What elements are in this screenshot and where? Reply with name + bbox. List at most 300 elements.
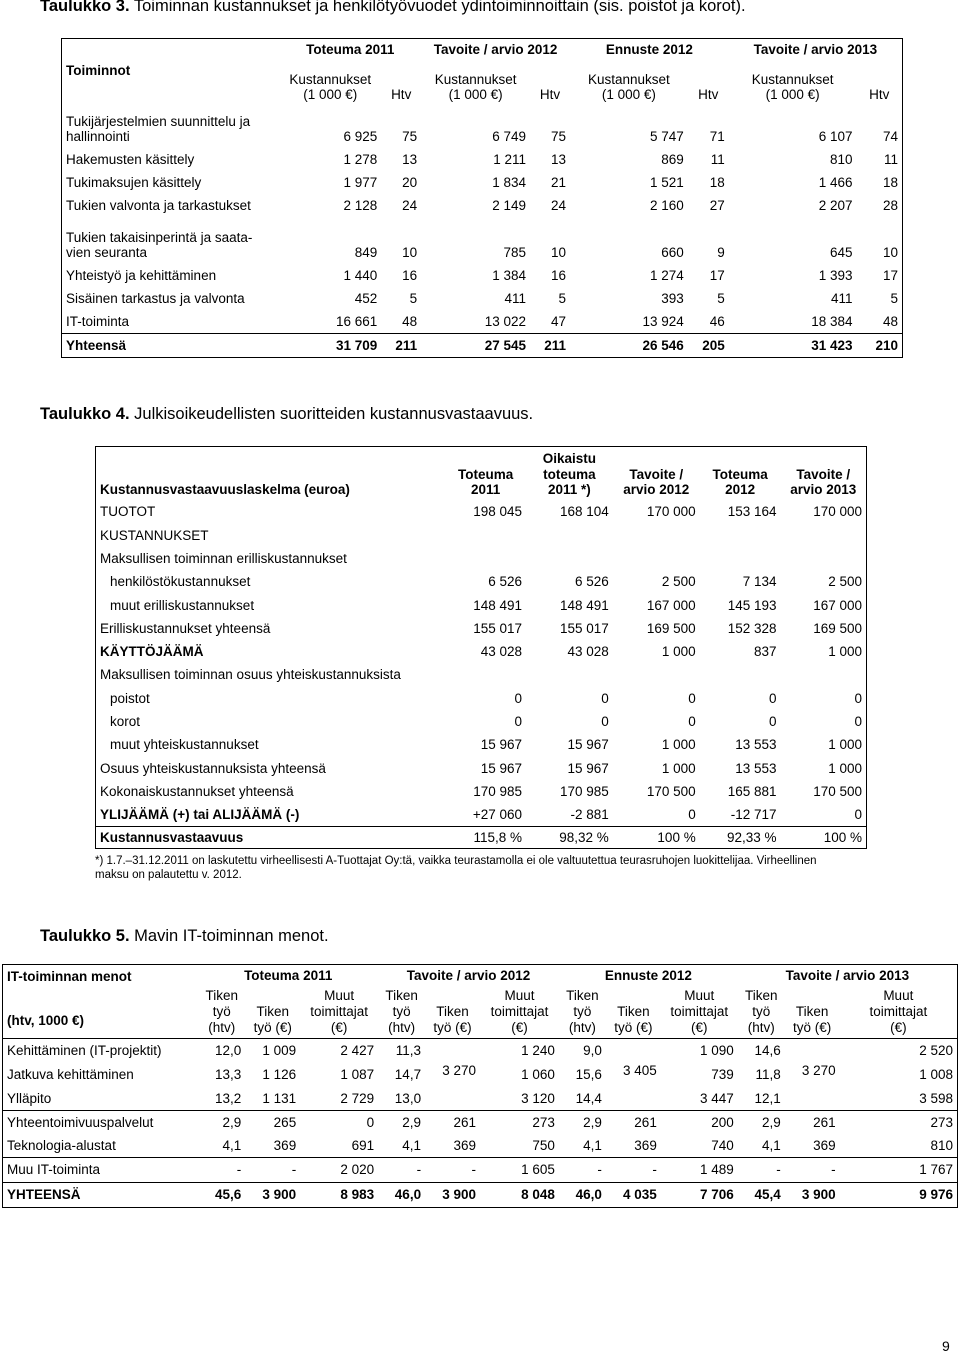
table-row-label: Yhteentoimivuuspalvelut [3, 1111, 199, 1134]
table-cell: 46,0 [559, 1183, 606, 1208]
merged-cell [425, 1039, 480, 1063]
table-cell: 5 [409, 291, 418, 306]
table-cell: 10 [857, 218, 903, 265]
table-cell: 2 128 [343, 198, 378, 213]
table-cell: 12,0 [198, 1039, 245, 1063]
table-cell: 2 020 [300, 1158, 378, 1183]
table-cell: 145 193 [727, 597, 777, 613]
table-cell: 411 [504, 291, 527, 306]
table-cell: 167 000 [781, 594, 867, 617]
table-cell: 3 900 [245, 1183, 300, 1208]
footnote-line: *) 1.7.–31.12.2011 on laskutettu virheellisesti A-Tuottajat Oy:tä, vaikka teurastamolla ei ole valtuutettua teurasruhojen luokittelijaa. Virheellinen [95, 855, 817, 867]
header-line: (htv) [568, 1020, 596, 1035]
table-cell: 13 022 [484, 313, 527, 329]
table-cell: 13,3 [214, 1066, 242, 1082]
table-row-label: Maksullisen toiminnan osuus yhteiskustannuksista [96, 664, 446, 687]
table-cell: 11,3 [378, 1039, 425, 1063]
table-cell: 8 983 [300, 1183, 378, 1208]
merged-cell [606, 1087, 661, 1111]
row-label-line: vien seuranta [66, 245, 148, 260]
table-cell: 1 240 [480, 1039, 559, 1063]
table3-group-header: Tavoite / arvio 2012 [421, 39, 570, 61]
header-line: (htv) [388, 1020, 416, 1035]
header-line: Muut [883, 988, 914, 1003]
table-row-label: YHTEENSÄ [3, 1183, 199, 1208]
table-cell [445, 664, 526, 687]
table-cell: 3 598 [840, 1087, 958, 1111]
table-cell: -12 717 [730, 807, 777, 822]
table3-caption-text: Toiminnan kustannukset ja henkilötyövuodet ydintoiminnoittain (sis. poistot ja korot). [133, 0, 746, 15]
table-cell: 1 521 [650, 175, 684, 190]
table-row-label: TUOTOT [96, 501, 446, 524]
header-line: Tiken [205, 988, 239, 1003]
header-line: Tiken [256, 1004, 289, 1019]
table-cell: 452 [354, 291, 378, 306]
table-cell: 785 [503, 245, 527, 260]
t5-row [3, 1063, 958, 1087]
table-cell: 198 045 [473, 504, 523, 520]
column-header: Tavoite / [796, 466, 851, 482]
table-cell: 739 [711, 1066, 734, 1082]
table-cell: 0 [688, 807, 696, 822]
table-cell: 4 035 [606, 1183, 661, 1208]
table-cell: 740 [711, 1137, 734, 1153]
table-row-label: poistot [96, 687, 446, 710]
table-cell: 13 924 [642, 313, 684, 329]
table-cell [526, 524, 613, 547]
table-row-label: Teknologia-alustat [3, 1134, 199, 1158]
t4-row [96, 687, 867, 710]
table-row-label: Maksullisen toiminnan erilliskustannukset [96, 547, 446, 570]
table-cell: 2 520 [840, 1039, 958, 1063]
table-cell: 200 [661, 1111, 738, 1134]
table-cell: 1 000 [661, 737, 696, 753]
table-cell: 837 [754, 644, 777, 660]
table-row-label: Osuus yhteiskustannuksista yhteensä [96, 757, 446, 780]
table-row-label [62, 195, 280, 218]
table-cell: 1 605 [480, 1158, 559, 1183]
table-cell: 16 [402, 268, 418, 283]
table5-group-header: Toteuma 2011 [198, 965, 378, 987]
footnote-line: maksu on palautettu v. 2012. [95, 869, 242, 881]
table-cell: 14,4 [575, 1090, 602, 1106]
table-cell: 393 [661, 291, 684, 306]
table-cell: 169 500 [646, 620, 696, 636]
header-line: Muut [684, 988, 715, 1003]
column-header [378, 987, 425, 1039]
table-cell: 0 [769, 690, 777, 706]
t4-row [96, 803, 867, 826]
table-cell: 74 [857, 107, 903, 149]
table-cell: 170 500 [646, 783, 696, 799]
t3-row [62, 265, 903, 288]
cost-header: Kustannukset [588, 71, 670, 87]
table-cell [526, 664, 613, 687]
cost-header: Kustannukset [289, 71, 372, 87]
table-cell: 369 [813, 1137, 836, 1153]
table-cell: 0 [514, 714, 523, 730]
table-cell: 115,8 % [445, 827, 526, 849]
table-cell [526, 547, 613, 570]
table-cell [700, 547, 781, 570]
table-cell: 169 500 [781, 617, 867, 640]
cost-unit: (1 000 €) [448, 87, 503, 102]
column-header: Toteuma [712, 466, 768, 482]
header-line: toimittajat [490, 1004, 549, 1019]
table-cell: 1 009 [245, 1039, 300, 1063]
t4-row [96, 710, 867, 733]
header-line: (htv) [208, 1020, 236, 1035]
table-cell: 2,9 [738, 1111, 785, 1134]
table-cell: 15,6 [575, 1066, 602, 1082]
table-cell: 167 000 [646, 597, 696, 613]
t4-row [96, 780, 867, 803]
table-cell: 273 [480, 1111, 559, 1134]
table-cell: 24 [402, 198, 418, 213]
table-cell: 6 749 [492, 129, 527, 144]
table-cell: 43 028 [567, 644, 609, 660]
table-cell: 13,0 [394, 1090, 422, 1106]
column-header [198, 987, 245, 1039]
header-line: (€) [691, 1020, 708, 1035]
row-label-line: Yhteistyö ja kehittäminen [66, 268, 217, 283]
table-cell: 3 270 [801, 1062, 836, 1078]
table-cell: 1 000 [661, 644, 696, 660]
table-row-label: Erilliskustannukset yhteensä [96, 617, 446, 640]
htv-header: Htv [391, 87, 412, 102]
table-cell [781, 664, 867, 687]
table-cell: 31 423 [729, 334, 857, 358]
table-cell: 1 767 [840, 1158, 958, 1183]
table-cell: 1 060 [521, 1066, 555, 1082]
table-cell: 14,7 [394, 1066, 422, 1082]
table-cell: 48 [857, 311, 903, 334]
table-cell [613, 664, 700, 687]
t4-row [96, 617, 867, 640]
table3-group-header: Ennuste 2012 [570, 39, 729, 61]
table-row-label: henkilöstökustannukset [96, 570, 446, 593]
column-header: Toteuma [457, 466, 514, 482]
table-cell [700, 524, 781, 547]
table-cell: 100 % [781, 827, 867, 849]
column-header [425, 987, 480, 1039]
page-number: 9 [942, 1338, 950, 1354]
table-cell: 75 [550, 129, 567, 144]
table-cell: - [738, 1158, 785, 1183]
column-header [661, 987, 738, 1039]
t4-row [96, 757, 867, 780]
table-cell: 1 834 [492, 175, 527, 190]
table-cell: 810 [840, 1134, 958, 1158]
table-cell: 1 126 [262, 1066, 297, 1082]
merged-cell [425, 1087, 480, 1111]
table-cell: 265 [245, 1111, 300, 1134]
table4-caption-number: Taulukko 4. [40, 405, 130, 423]
table-row-label: muut yhteiskustannukset [96, 733, 446, 756]
table-cell: 1 000 [781, 733, 867, 756]
table-cell: 13 [402, 152, 418, 167]
table-row-label: Kustannusvastaavuus [96, 827, 446, 849]
table-cell: 1 008 [840, 1063, 958, 1087]
table-cell: 691 [351, 1137, 375, 1153]
table-cell: 369 [634, 1137, 657, 1153]
table-cell [613, 524, 700, 547]
table-cell: 15 967 [480, 737, 523, 753]
htv-header: Htv [539, 87, 561, 102]
table-cell: 31 709 [279, 334, 381, 358]
header-line: toimittajat [869, 1004, 928, 1019]
header-line: Muut [504, 988, 535, 1003]
table-cell: 6 526 [488, 574, 523, 590]
table-cell: 10 [402, 245, 418, 260]
table-cell: 9 [717, 245, 725, 260]
table-cell: 0 [781, 803, 867, 826]
table-cell: 1 000 [781, 640, 867, 663]
table-cell: - [245, 1158, 300, 1183]
t5-row [3, 1087, 958, 1111]
table-cell: 0 [688, 714, 696, 730]
table-cell: 3 447 [699, 1090, 734, 1106]
table-cell: 43 028 [480, 644, 523, 660]
table-cell: 810 [829, 152, 853, 167]
table-cell: 6 107 [818, 129, 853, 144]
table-cell: 75 [402, 129, 418, 144]
table-cell: 0 [781, 687, 867, 710]
table5 [2, 964, 958, 1208]
table-cell: 273 [840, 1111, 958, 1134]
table-row-label: muut erilliskustannukset [96, 594, 446, 617]
table-cell: 4,1 [222, 1137, 242, 1153]
table-row-label [62, 265, 280, 288]
header-line: Tiken [436, 1004, 469, 1019]
table-cell: 0 [300, 1111, 378, 1134]
table-row-label: KÄYTTÖJÄÄMÄ [96, 640, 446, 663]
row-label-line: Tukien takaisinperintä ja saata- [66, 229, 253, 245]
table-cell: 170 000 [781, 501, 867, 524]
row-label-line: IT-toiminta [66, 313, 130, 329]
table-cell: 211 [381, 334, 421, 358]
table-cell: 2 729 [340, 1090, 375, 1106]
table-cell: 24 [550, 198, 567, 213]
table-cell: 16 [550, 268, 567, 283]
table-row-label: Ylläpito [3, 1087, 199, 1111]
table-cell: 17 [709, 268, 725, 283]
table-cell: 152 328 [727, 620, 777, 636]
table-cell: - [425, 1158, 480, 1183]
table-cell: - [378, 1158, 425, 1183]
header-line: työ [212, 1004, 231, 1019]
table-cell: 0 [769, 714, 777, 730]
table-cell: 1 274 [650, 268, 684, 283]
table-cell: 12,1 [754, 1090, 781, 1106]
table-cell: 2,9 [198, 1111, 245, 1134]
table-cell: 2 500 [781, 570, 867, 593]
table-cell: 18 [709, 175, 725, 190]
t5-row [3, 1039, 958, 1063]
column-header [480, 987, 559, 1039]
table-row-label: Yhteensä [62, 334, 280, 358]
table-cell: 3 900 [785, 1183, 840, 1208]
table-cell: 660 [661, 245, 684, 260]
table-cell: 1 466 [818, 175, 853, 190]
table-cell: 28 [857, 195, 903, 218]
merged-cell [785, 1087, 840, 1111]
table-cell: 15 967 [480, 760, 523, 776]
table3-rowlabel-header: Toiminnot [62, 39, 280, 107]
row-label-line: Tukien valvonta ja tarkastukset [66, 198, 251, 213]
t5-row [3, 1158, 958, 1183]
table-cell: 2,9 [378, 1111, 425, 1134]
table-cell: 2 207 [818, 198, 853, 213]
table-cell: 5 [857, 288, 903, 311]
t4-row [96, 664, 867, 687]
table5-caption [40, 927, 329, 946]
table-cell: 17 [857, 265, 903, 288]
column-header: Tavoite / [629, 466, 684, 482]
column-header [606, 987, 661, 1039]
header-line: (€) [511, 1020, 528, 1035]
table-cell: 411 [830, 291, 853, 306]
table-row-label: KUSTANNUKSET [96, 524, 446, 547]
table-cell: 1 000 [781, 757, 867, 780]
row-label-line: Tukimaksujen käsittely [66, 175, 202, 190]
table-cell: 2 149 [492, 198, 527, 213]
table-cell: 18 384 [811, 313, 853, 329]
header-line: työ [573, 1004, 592, 1019]
table-row-label [62, 288, 280, 311]
t4-row [96, 827, 867, 849]
table-cell: 48 [402, 313, 418, 329]
table-cell [445, 524, 526, 547]
table-cell: 5 [717, 291, 725, 306]
header-line: Tiken [617, 1004, 650, 1019]
cost-unit: (1 000 €) [601, 87, 656, 102]
t4-row [96, 570, 867, 593]
table-cell: 11,8 [755, 1066, 781, 1082]
table-cell: 26 546 [570, 334, 688, 358]
table-cell: 45,4 [738, 1183, 785, 1208]
t3-row [62, 311, 903, 334]
table-cell: 100 % [613, 827, 700, 849]
table-cell: -2 881 [570, 807, 609, 822]
table-cell: 0 [688, 690, 696, 706]
table-cell: 5 747 [650, 129, 684, 144]
table-cell: 165 881 [727, 783, 777, 799]
table5-caption-number: Taulukko 5. [40, 927, 130, 945]
column-header [245, 987, 300, 1039]
header-line: työ [752, 1004, 771, 1019]
table3-group-header: Tavoite / arvio 2013 [729, 39, 903, 61]
t4-row [96, 640, 867, 663]
table-cell: 1 211 [493, 152, 527, 167]
header-line: (€) [890, 1020, 907, 1035]
table-cell: 27 [709, 198, 725, 213]
t3-total-row [62, 334, 903, 358]
table-cell: 168 104 [560, 504, 609, 520]
table-cell: 9 976 [840, 1183, 958, 1208]
table-cell [700, 664, 781, 687]
table-cell: 7 134 [742, 574, 777, 590]
table-cell: 1 000 [661, 760, 696, 776]
table-row-label [62, 149, 280, 172]
table-cell: 645 [829, 245, 853, 260]
table4-rowlabel-header: Kustannusvastaavuuslaskelma (euroa) [96, 447, 446, 501]
t5-row [3, 1134, 958, 1158]
table3-caption [40, 0, 746, 16]
table-cell: 170 000 [646, 504, 696, 520]
table-cell: 3 270 [442, 1062, 477, 1078]
row-label-line: hallinnointi [66, 129, 130, 144]
table-cell: +27 060 [472, 807, 523, 822]
table-cell: 1 440 [343, 268, 378, 283]
table-cell: 1 090 [661, 1039, 738, 1063]
header-line: Tiken [385, 988, 418, 1003]
table5-unit-header: (htv, 1000 €) [7, 1012, 85, 1028]
column-header [300, 987, 378, 1039]
table4-caption-text: Julkisoikeudellisten suoritteiden kustannusvastaavuus. [134, 405, 534, 423]
table-cell: 155 017 [560, 620, 609, 636]
header-line: Tiken [744, 988, 778, 1003]
table-cell: 1 489 [661, 1158, 738, 1183]
table-cell: 47 [550, 313, 567, 329]
table5-group-header: Ennuste 2012 [559, 965, 738, 987]
row-label-line: Tukijärjestelmien suunnittelu ja [66, 113, 251, 129]
table-cell: 1 131 [262, 1090, 297, 1106]
table-cell: 15 967 [567, 760, 609, 776]
table-row-label: Kehittäminen (IT-projektit) [3, 1039, 199, 1063]
table-cell: 0 [601, 714, 609, 730]
table-cell: 16 661 [335, 313, 378, 329]
t3-row [62, 172, 903, 195]
header-line: Tiken [566, 988, 599, 1003]
column-header [840, 987, 958, 1039]
htv-header: Htv [698, 87, 719, 102]
table-cell: 8 048 [480, 1183, 559, 1208]
table-cell: - [606, 1158, 661, 1183]
table-cell: 92,33 % [700, 827, 781, 849]
table-cell: 2 160 [650, 198, 684, 213]
table-cell [445, 547, 526, 570]
table-cell: 6 526 [575, 574, 609, 590]
table-cell: 10 [550, 245, 567, 260]
table-cell: 27 545 [421, 334, 530, 358]
table-cell: 1 278 [343, 152, 378, 167]
table-cell: 13,2 [214, 1090, 242, 1106]
column-header [559, 987, 606, 1039]
htv-header: Htv [857, 61, 903, 107]
table5-rowlabel-header: IT-toiminnan menot [7, 969, 132, 984]
header-line: työ (€) [614, 1020, 653, 1035]
table-row-label [62, 172, 280, 195]
table-cell: 13 553 [735, 760, 777, 776]
table-cell: 11 [857, 149, 903, 172]
table5-group-header: Tavoite / arvio 2013 [738, 965, 958, 987]
t4-row [96, 733, 867, 756]
table-cell: 4,1 [761, 1137, 781, 1153]
table-row-label: korot [96, 710, 446, 733]
t3-row [62, 288, 903, 311]
header-line: toimittajat [670, 1004, 729, 1019]
header-line: Tiken [795, 1004, 829, 1019]
table-cell: 5 [558, 291, 567, 306]
table-cell: 2,9 [559, 1111, 606, 1134]
header-line: työ (€) [433, 1020, 472, 1035]
column-header [785, 987, 840, 1039]
table-cell: 46 [709, 313, 725, 329]
table-row-label [62, 218, 280, 265]
table-cell: 2 427 [300, 1039, 378, 1063]
table4-footnote [95, 854, 817, 882]
